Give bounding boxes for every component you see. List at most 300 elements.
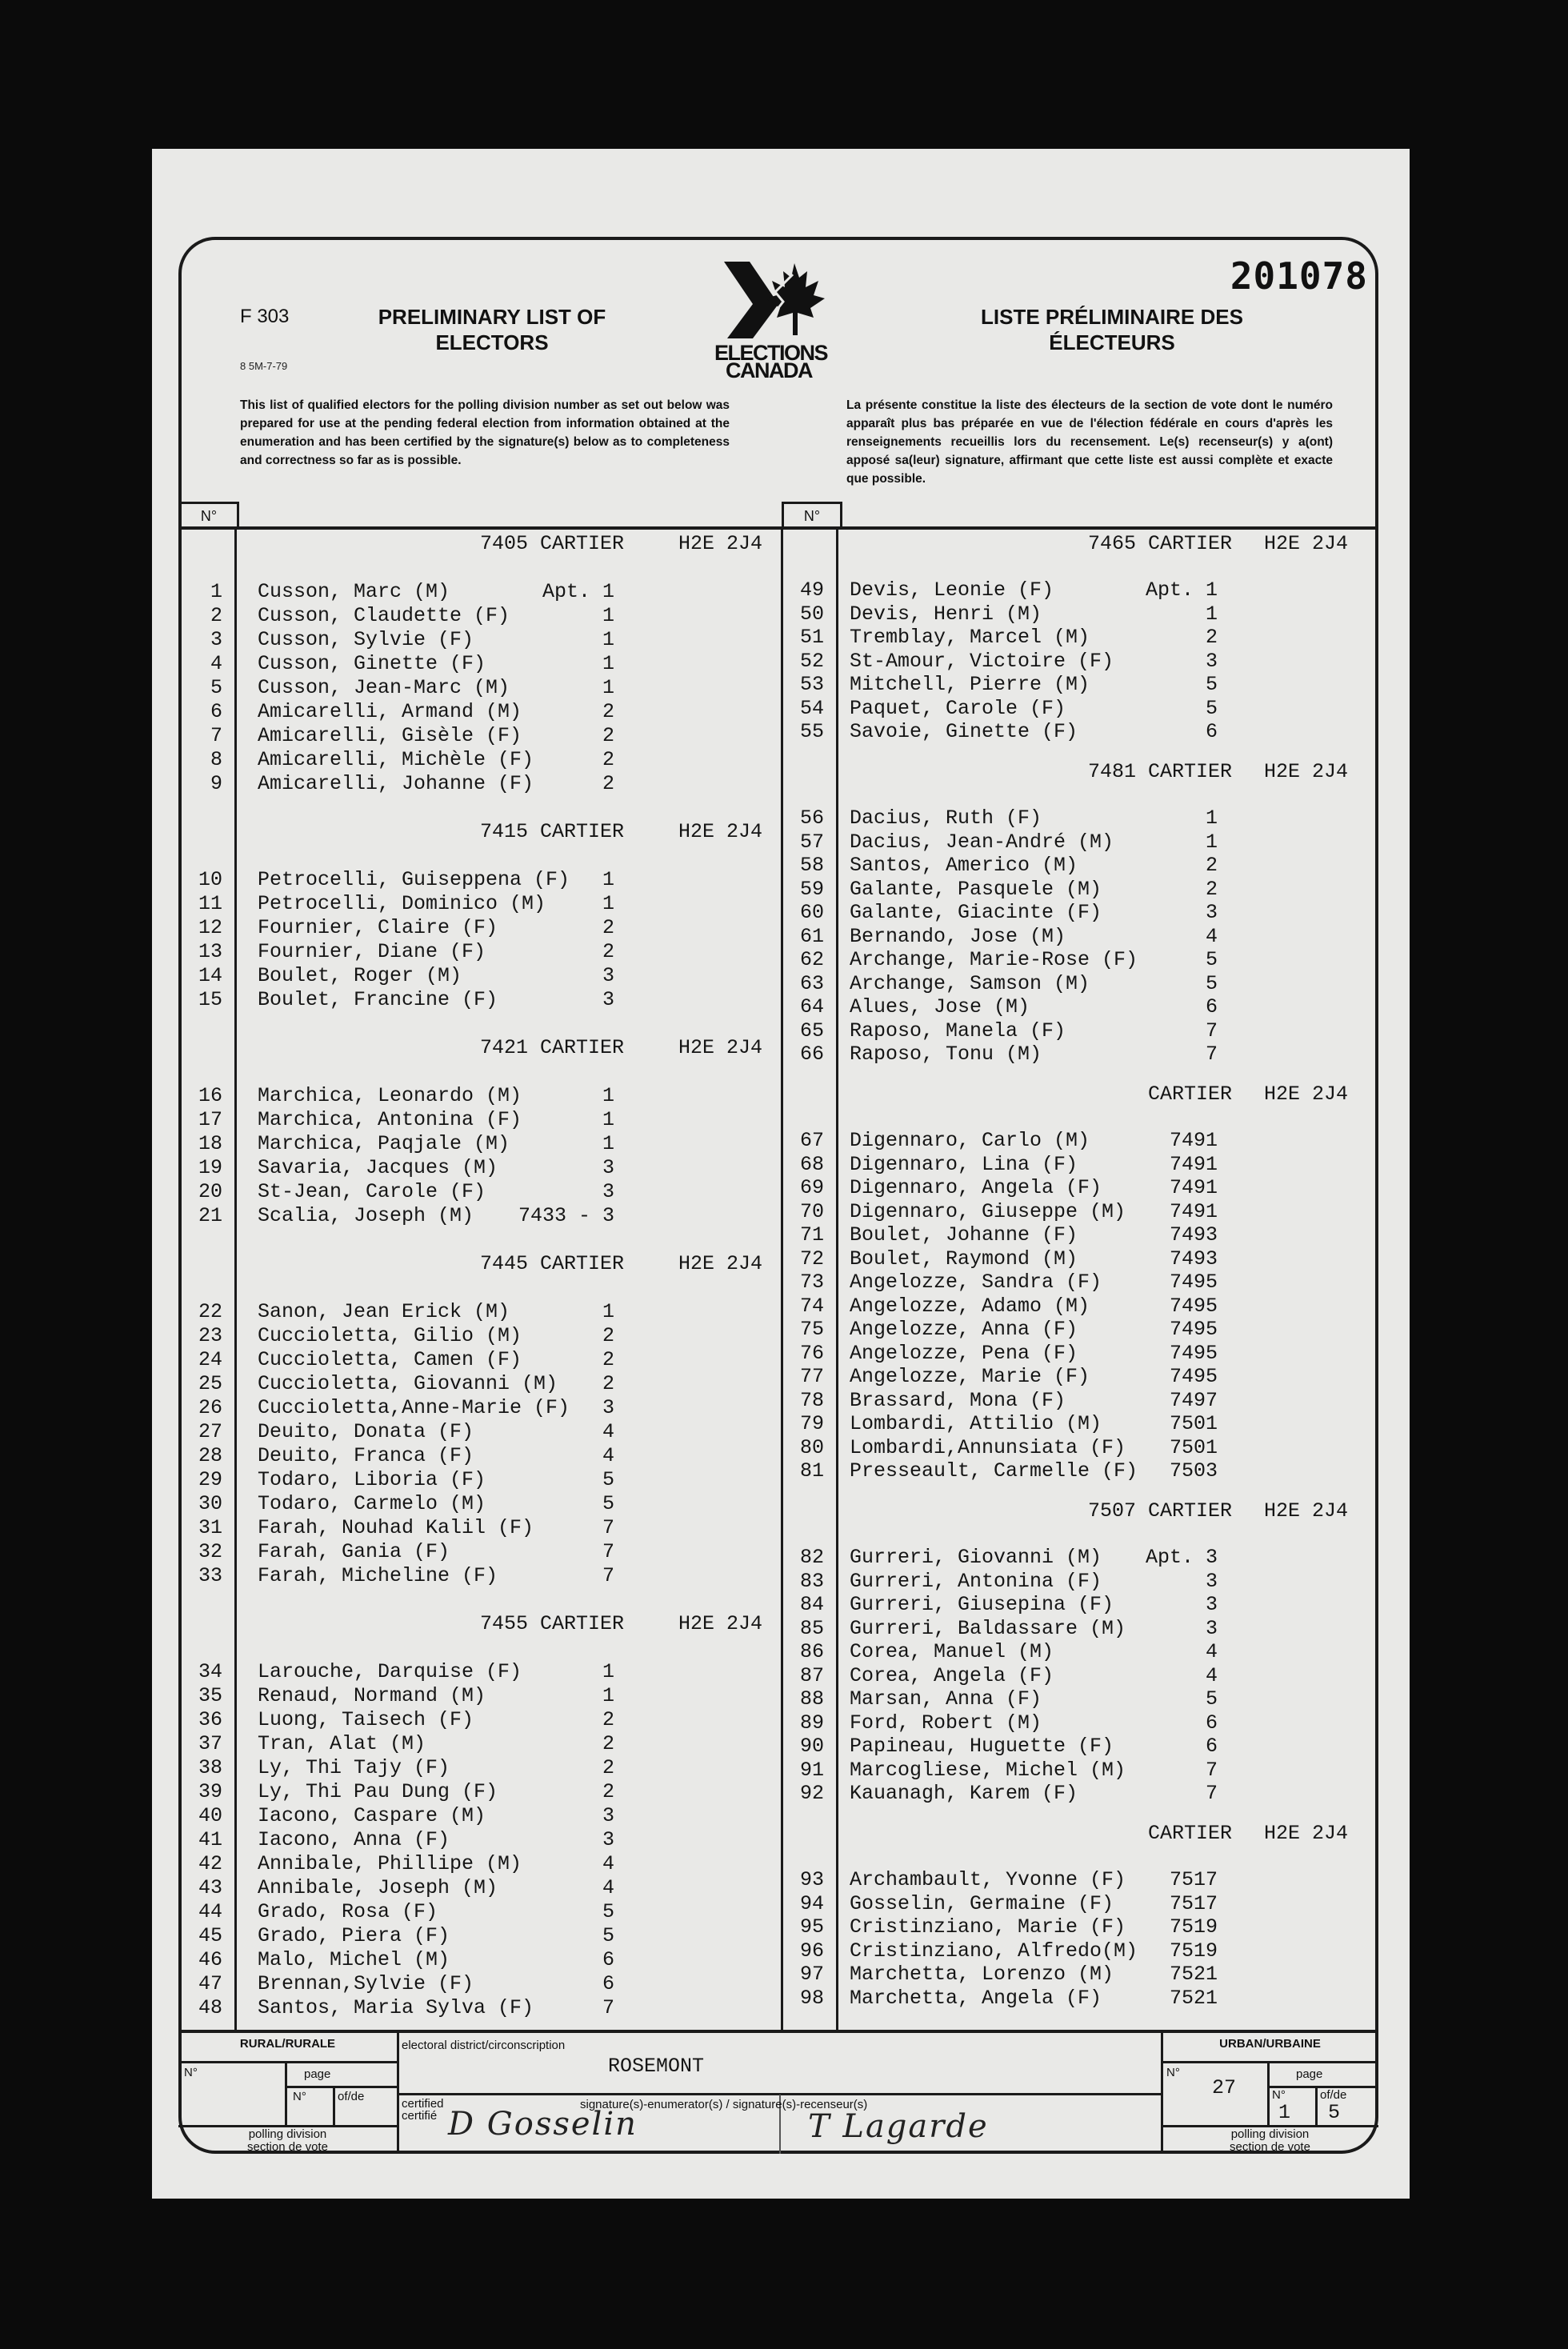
- elector-unit: 7493: [1169, 1247, 1218, 1271]
- elector-number: 18: [198, 1132, 222, 1155]
- elector-number: 51: [799, 626, 824, 649]
- elector-number: 61: [799, 924, 824, 948]
- elector-number: 78: [799, 1388, 824, 1412]
- elector-unit: 2: [602, 772, 614, 795]
- elector-name: Devis, Leonie (F): [850, 578, 1054, 602]
- elector-unit: 2: [602, 1756, 614, 1779]
- urban-page-of-label: of/de: [1320, 2088, 1347, 2102]
- elector-number: 26: [198, 1396, 222, 1419]
- elector-name: Petrocelli, Dominico (M): [258, 892, 546, 915]
- elector-unit: 4: [602, 1852, 614, 1875]
- elector-name: Raposo, Tonu (M): [850, 1042, 1042, 1066]
- rural-page-no-label: N°: [293, 2090, 306, 2103]
- elector-unit: 1: [602, 676, 614, 699]
- elector-unit: 1: [602, 868, 614, 891]
- elector-number: 82: [799, 1546, 824, 1569]
- elector-unit: 7: [1205, 1018, 1218, 1042]
- footer-top-rule: [178, 2030, 1378, 2033]
- elector-name: Ford, Robert (M): [850, 1711, 1042, 1735]
- elector-name: Angelozze, Sandra (F): [850, 1271, 1102, 1294]
- elector-name: Amicarelli, Johanne (F): [258, 772, 534, 795]
- elector-number: 80: [799, 1435, 824, 1459]
- postal-code: H2E 2J4: [678, 532, 763, 555]
- elector-number: 1: [210, 580, 222, 603]
- elector-name: Cusson, Marc (M): [258, 580, 450, 603]
- elector-name: Kauanagh, Karem (F): [850, 1782, 1078, 1805]
- elector-unit: 3: [602, 988, 614, 1011]
- elector-unit: 7: [602, 1564, 614, 1587]
- elector-unit: 4: [602, 1420, 614, 1443]
- elector-unit: 7: [1205, 1042, 1218, 1066]
- elector-unit: 3: [602, 1828, 614, 1851]
- elector-number: 45: [198, 1924, 222, 1947]
- elector-unit: 5: [1205, 948, 1218, 971]
- elector-name: Gurreri, Antonina (F): [850, 1569, 1102, 1593]
- elector-name: Cristinziano, Marie (F): [850, 1915, 1126, 1939]
- elector-number: 98: [799, 1986, 824, 2010]
- x-maple-leaf-icon: [716, 260, 860, 340]
- elector-name: Brassard, Mona (F): [850, 1388, 1066, 1412]
- elector-unit: 7: [602, 1996, 614, 2019]
- postal-code: H2E 2J4: [678, 820, 763, 843]
- elector-unit: 6: [1205, 1711, 1218, 1735]
- elector-unit: 4: [1205, 924, 1218, 948]
- elector-number: 29: [198, 1468, 222, 1491]
- elector-name: Amicarelli, Gisèle (F): [258, 724, 522, 747]
- elector-number: 52: [799, 649, 824, 673]
- elector-name: Digennaro, Giuseppe (M): [850, 1199, 1126, 1223]
- elector-number: 13: [198, 940, 222, 963]
- elector-unit: 3: [602, 1180, 614, 1203]
- elector-unit: 7519: [1169, 1939, 1218, 1963]
- elector-unit: 7495: [1169, 1271, 1218, 1294]
- page-total: 5: [1328, 2101, 1341, 2124]
- elector-number: 17: [198, 1108, 222, 1131]
- elector-name: Tremblay, Marcel (M): [850, 626, 1090, 649]
- postal-code: H2E 2J4: [678, 1612, 763, 1635]
- elector-unit: 2: [602, 1324, 614, 1347]
- elector-unit: 5: [602, 1492, 614, 1515]
- elector-name: Cusson, Jean-Marc (M): [258, 676, 510, 699]
- district-label: electoral district/circonscription: [402, 2039, 566, 2052]
- elector-unit: 3: [1205, 1616, 1218, 1640]
- elector-number: 28: [198, 1444, 222, 1467]
- elector-number: 85: [799, 1616, 824, 1640]
- elector-unit: 1: [602, 604, 614, 627]
- elector-name: Lombardi, Attilio (M): [850, 1412, 1102, 1435]
- elector-unit: 1: [602, 628, 614, 651]
- elector-name: Archambault, Yvonne (F): [850, 1868, 1126, 1891]
- footer-rural-rule: [178, 2061, 398, 2063]
- elector-number: 22: [198, 1300, 222, 1323]
- elector-unit: 5: [1205, 971, 1218, 995]
- rural-no-label: N°: [184, 2066, 198, 2079]
- elector-unit: 6: [602, 1948, 614, 1971]
- elector-name: Todaro, Liboria (F): [258, 1468, 486, 1491]
- elector-name: Cusson, Ginette (F): [258, 652, 486, 675]
- elector-number: 59: [799, 877, 824, 901]
- elector-name: Larouche, Darquise (F): [258, 1660, 522, 1683]
- elector-name: Iacono, Caspare (M): [258, 1804, 486, 1827]
- elector-name: Angelozze, Anna (F): [850, 1318, 1078, 1341]
- postal-code: H2E 2J4: [1264, 532, 1349, 555]
- elector-number: 97: [799, 1963, 824, 1986]
- elector-number: 33: [198, 1564, 222, 1587]
- intro-english: This list of qualified electors for the polling division number as set out below was prepared for use at the pending federal election from information obtained at the enumeration and has been certified by the signature(s) below as to completeness and correctness so far as is possible.: [240, 398, 730, 467]
- elector-unit: 7: [1205, 1782, 1218, 1805]
- list-top-rule: [178, 526, 1378, 530]
- elector-name: Lombardi,Annunsiata (F): [850, 1435, 1126, 1459]
- elector-name: Galante, Giacinte (F): [850, 901, 1102, 924]
- elector-unit: 7: [1205, 1758, 1218, 1782]
- elector-unit: 6: [1205, 720, 1218, 743]
- elector-name: Cristinziano, Alfredo(M): [850, 1939, 1138, 1963]
- elector-number: 23: [198, 1324, 222, 1347]
- elector-name: Petrocelli, Guiseppena (F): [258, 868, 570, 891]
- elector-number: 53: [799, 673, 824, 696]
- elector-unit: 7495: [1169, 1294, 1218, 1318]
- certified-fr: certifié: [402, 2109, 438, 2123]
- elector-unit: 7497: [1169, 1388, 1218, 1412]
- elector-number: 93: [799, 1868, 824, 1891]
- elector-number: 40: [198, 1804, 222, 1827]
- elector-number: 57: [799, 830, 824, 854]
- elector-name: Cuccioletta, Camen (F): [258, 1348, 522, 1371]
- elector-number: 50: [799, 602, 824, 626]
- elector-number: 36: [198, 1708, 222, 1731]
- elector-unit: 5: [602, 1900, 614, 1923]
- elector-name: Cuccioletta,Anne-Marie (F): [258, 1396, 570, 1419]
- elector-unit: 4: [1205, 1663, 1218, 1687]
- elector-number: 35: [198, 1684, 222, 1707]
- elector-number: 32: [198, 1540, 222, 1563]
- elector-name: Cusson, Sylvie (F): [258, 628, 474, 651]
- elector-unit: 3: [602, 964, 614, 987]
- right-no-header: N°: [782, 502, 842, 528]
- elector-unit: 1: [602, 1084, 614, 1107]
- elector-name: Iacono, Anna (F): [258, 1828, 450, 1851]
- elector-unit: 2: [602, 1348, 614, 1371]
- elector-number: 63: [799, 971, 824, 995]
- elector-name: Dacius, Jean-André (M): [850, 830, 1114, 854]
- elector-number: 95: [799, 1915, 824, 1939]
- footer-urban-rule: [1162, 2061, 1378, 2063]
- elector-number: 89: [799, 1711, 824, 1735]
- elector-unit: 6: [1205, 1735, 1218, 1758]
- elections-canada-logo: [716, 260, 860, 380]
- page-number: 1: [1278, 2101, 1291, 2124]
- elector-unit: Apt. 1: [1145, 578, 1218, 602]
- elector-number: 25: [198, 1372, 222, 1395]
- elector-name: Angelozze, Marie (F): [850, 1365, 1090, 1388]
- elector-number: 37: [198, 1732, 222, 1755]
- elector-number: 81: [799, 1459, 824, 1483]
- urban-page-no-label: N°: [1272, 2088, 1286, 2102]
- elector-unit: 2: [602, 724, 614, 747]
- elector-number: 2: [210, 604, 222, 627]
- elector-number: 30: [198, 1492, 222, 1515]
- rural-page-rule: [285, 2086, 398, 2088]
- form-number: F 303: [240, 306, 290, 327]
- elector-number: 60: [799, 901, 824, 924]
- elector-name: Mitchell, Pierre (M): [850, 673, 1090, 696]
- elector-name: Marchica, Leonardo (M): [258, 1084, 522, 1107]
- elector-name: Deuito, Franca (F): [258, 1444, 474, 1467]
- elector-name: Galante, Pasquele (M): [850, 877, 1102, 901]
- logo-wordmark: [714, 341, 860, 382]
- elector-name: Boulet, Francine (F): [258, 988, 498, 1011]
- elector-number: 15: [198, 988, 222, 1011]
- elector-name: Cusson, Claudette (F): [258, 604, 510, 627]
- elector-number: 92: [799, 1782, 824, 1805]
- elector-unit: 2: [602, 1732, 614, 1755]
- address-header: CARTIER: [1147, 1082, 1232, 1106]
- elector-unit: 2: [1205, 854, 1218, 877]
- elector-unit: 5: [602, 1468, 614, 1491]
- elector-name: Papineau, Huguette (F): [850, 1735, 1114, 1758]
- elector-name: Angelozze, Adamo (M): [850, 1294, 1090, 1318]
- address-header: 7421 CARTIER: [479, 1036, 624, 1059]
- elector-number: 79: [799, 1412, 824, 1435]
- elector-unit: 2: [602, 1708, 614, 1731]
- elector-name: Dacius, Ruth (F): [850, 806, 1042, 830]
- elector-name: Boulet, Raymond (M): [850, 1247, 1078, 1271]
- elector-unit: 3: [602, 1396, 614, 1419]
- elector-number: 91: [799, 1758, 824, 1782]
- elector-unit: 7491: [1169, 1152, 1218, 1176]
- elector-unit: 7491: [1169, 1199, 1218, 1223]
- elector-unit: 7521: [1169, 1986, 1218, 2010]
- elector-unit: 5: [1205, 1687, 1218, 1711]
- elector-number: 96: [799, 1939, 824, 1963]
- elector-number: 6: [210, 700, 222, 723]
- elector-name: Farah, Gania (F): [258, 1540, 450, 1563]
- elector-number: 38: [198, 1756, 222, 1779]
- elector-number: 10: [198, 868, 222, 891]
- enumerator-signature-2: T Lagarde: [808, 2108, 989, 2145]
- certified-label: [402, 2098, 444, 2122]
- elector-unit: 7: [602, 1516, 614, 1539]
- elector-name: Brennan,Sylvie (F): [258, 1972, 474, 1995]
- elector-name: Digennaro, Lina (F): [850, 1152, 1078, 1176]
- elector-name: Angelozze, Pena (F): [850, 1341, 1078, 1365]
- elector-number: 55: [799, 720, 824, 743]
- elector-name: Marsan, Anna (F): [850, 1687, 1042, 1711]
- polling-division-en: polling division: [1230, 2127, 1310, 2141]
- postal-code: H2E 2J4: [1264, 760, 1349, 783]
- elector-name: Marchetta, Angela (F): [850, 1986, 1102, 2010]
- elector-number: 77: [799, 1365, 824, 1388]
- elector-number: 24: [198, 1348, 222, 1371]
- urban-polling-division: [1162, 2128, 1378, 2154]
- elector-number: 56: [799, 806, 824, 830]
- address-header: 7405 CARTIER: [479, 532, 624, 555]
- elector-name: Annibale, Joseph (M): [258, 1876, 498, 1899]
- elector-name: Gosselin, Germaine (F): [850, 1891, 1114, 1915]
- left-no-header: N°: [178, 502, 239, 528]
- intro-french: La présente constitue la liste des électeurs de la section de vote dont le numéro apparaît plus bas préparée en vue de l'élection fédérale en cours d'après les renseignements recueillis lors du recensement. Le(s) recenseur(s) y a(ont) apposé sa(leur) signature, affirmant que cette liste est aussi complète et exacte que possible.: [846, 398, 1333, 486]
- elector-name: Alues, Jose (M): [850, 995, 1030, 1018]
- elector-name: Renaud, Normand (M): [258, 1684, 486, 1707]
- elector-name: Boulet, Roger (M): [258, 964, 462, 987]
- urban-no-divider: [1267, 2062, 1270, 2126]
- elector-number: 46: [198, 1948, 222, 1971]
- elector-number: 65: [799, 1018, 824, 1042]
- elector-number: 8: [210, 748, 222, 771]
- title-french: [936, 304, 1288, 355]
- elector-name: Fournier, Claire (F): [258, 916, 498, 939]
- elector-number: 58: [799, 854, 824, 877]
- elector-name: Marchica, Antonina (F): [258, 1108, 522, 1131]
- elector-name: Santos, Americo (M): [850, 854, 1078, 877]
- elector-unit: Apt. 3: [1145, 1546, 1218, 1569]
- elector-number: 11: [198, 892, 222, 915]
- urban-polling-number: 27: [1212, 2076, 1237, 2099]
- elector-unit: 7519: [1169, 1915, 1218, 1939]
- elector-unit: 1: [602, 1132, 614, 1155]
- elector-unit: 1: [1205, 602, 1218, 626]
- elector-number: 3: [210, 628, 222, 651]
- elector-unit: 7501: [1169, 1435, 1218, 1459]
- elector-number: 4: [210, 652, 222, 675]
- title-english-line1: PRELIMINARY LIST OF: [378, 305, 606, 329]
- elector-number: 41: [198, 1828, 222, 1851]
- rural-page-of-label: of/de: [338, 2090, 365, 2103]
- address-header: 7481 CARTIER: [1087, 760, 1232, 783]
- elector-name: Farah, Nouhad Kalil (F): [258, 1516, 534, 1539]
- elector-name: Fournier, Diane (F): [258, 940, 486, 963]
- elector-name: Boulet, Johanne (F): [850, 1223, 1078, 1247]
- urban-no-label: N°: [1166, 2066, 1180, 2079]
- elector-name: Raposo, Manela (F): [850, 1018, 1066, 1042]
- elector-number: 83: [799, 1569, 824, 1593]
- elector-number: 21: [198, 1204, 222, 1227]
- title-french-line1: LISTE PRÉLIMINAIRE DES: [981, 305, 1243, 329]
- elector-number: 64: [799, 995, 824, 1018]
- elector-number: 90: [799, 1735, 824, 1758]
- elector-unit: 2: [602, 916, 614, 939]
- elector-number: 7: [210, 724, 222, 747]
- logo-text-elections: ELECTIONS: [714, 341, 828, 365]
- elector-name: Cuccioletta, Gilio (M): [258, 1324, 522, 1347]
- elector-unit: 1: [1205, 806, 1218, 830]
- signature-label: signature(s)-enumerator(s) / signature(s)-recenseur(s): [580, 2098, 868, 2111]
- elector-name: Farah, Micheline (F): [258, 1564, 498, 1587]
- elector-unit: Apt. 1: [542, 580, 614, 603]
- elector-unit: 6: [1205, 995, 1218, 1018]
- address-header: 7415 CARTIER: [479, 820, 624, 843]
- elector-name: Tran, Alat (M): [258, 1732, 426, 1755]
- elector-name: Marchica, Paqjale (M): [258, 1132, 510, 1155]
- elector-unit: 2: [602, 700, 614, 723]
- elector-unit: 6: [602, 1972, 614, 1995]
- elector-number: 74: [799, 1294, 824, 1318]
- elector-unit: 7521: [1169, 1963, 1218, 1986]
- elector-number: 62: [799, 948, 824, 971]
- elector-name: Archange, Samson (M): [850, 971, 1090, 995]
- elector-unit: 2: [602, 1372, 614, 1395]
- elector-name: Savoie, Ginette (F): [850, 720, 1078, 743]
- elector-unit: 5: [1205, 673, 1218, 696]
- serial-number: 201078: [1230, 254, 1368, 298]
- elector-unit: 3: [1205, 649, 1218, 673]
- elector-name: Devis, Henri (M): [850, 602, 1042, 626]
- elector-number: 73: [799, 1271, 824, 1294]
- elector-unit: 7503: [1169, 1459, 1218, 1483]
- elector-unit: 1: [602, 892, 614, 915]
- title-french-line2: ÉLECTEURS: [1049, 330, 1175, 354]
- elector-unit: 7: [602, 1540, 614, 1563]
- elector-unit: 1: [602, 1660, 614, 1683]
- elector-number: 54: [799, 696, 824, 720]
- elector-number: 68: [799, 1152, 824, 1176]
- logo-text-canada: CANADA: [726, 358, 812, 382]
- rural-label: RURAL/RURALE: [239, 2037, 336, 2051]
- polling-division-fr: section de vote: [1230, 2140, 1310, 2154]
- title-english: [336, 304, 648, 355]
- rural-polling-division: [178, 2128, 397, 2154]
- elector-name: Bernando, Jose (M): [850, 924, 1066, 948]
- elector-unit: 3: [602, 1804, 614, 1827]
- elector-name: Ly, Thi Pau Dung (F): [258, 1780, 498, 1803]
- elector-unit: 7495: [1169, 1318, 1218, 1341]
- elector-name: Luong, Taisech (F): [258, 1708, 474, 1731]
- elector-number: 70: [799, 1199, 824, 1223]
- elector-name: Gurreri, Giusepina (F): [850, 1593, 1114, 1616]
- elector-number: 27: [198, 1420, 222, 1443]
- address-header: CARTIER: [1147, 1822, 1232, 1845]
- elector-unit: 7491: [1169, 1176, 1218, 1199]
- elector-unit: 3: [1205, 1569, 1218, 1593]
- elector-unit: 3: [1205, 901, 1218, 924]
- elector-name: Corea, Angela (F): [850, 1663, 1054, 1687]
- elector-unit: 2: [1205, 626, 1218, 649]
- elector-number: 34: [198, 1660, 222, 1683]
- elector-unit: 1: [1205, 830, 1218, 854]
- postal-code: H2E 2J4: [1264, 1082, 1349, 1106]
- address-header: 7455 CARTIER: [479, 1612, 624, 1635]
- elector-number: 71: [799, 1223, 824, 1247]
- form-edition: 8 5M-7-79: [240, 360, 288, 372]
- rural-no-divider: [285, 2062, 287, 2126]
- right-number-divider: [836, 528, 838, 2032]
- elector-number: 39: [198, 1780, 222, 1803]
- elector-unit: 7501: [1169, 1412, 1218, 1435]
- urban-page-divider: [1315, 2086, 1318, 2126]
- elector-name: St-Amour, Victoire (F): [850, 649, 1114, 673]
- elector-unit: 5: [1205, 696, 1218, 720]
- elector-unit: 2: [1205, 877, 1218, 901]
- urban-label: URBAN/URBAINE: [1219, 2037, 1321, 2051]
- elector-number: 49: [799, 578, 824, 602]
- elector-name: Paquet, Carole (F): [850, 696, 1066, 720]
- urban-page-label: page: [1296, 2067, 1323, 2081]
- title-english-line2: ELECTORS: [435, 330, 549, 354]
- center-divider: [781, 528, 783, 2032]
- elector-name: Deuito, Donata (F): [258, 1420, 474, 1443]
- elector-name: Santos, Maria Sylva (F): [258, 1996, 534, 2019]
- district-value: ROSEMONT: [608, 2055, 705, 2078]
- elector-unit: 2: [602, 940, 614, 963]
- elector-number: 5: [210, 676, 222, 699]
- elector-unit: 1: [602, 1684, 614, 1707]
- elector-name: Malo, Michel (M): [258, 1948, 450, 1971]
- postal-code: H2E 2J4: [678, 1036, 763, 1059]
- elector-unit: 2: [602, 1780, 614, 1803]
- polling-division-fr: section de vote: [247, 2140, 328, 2154]
- elector-name: Gurreri, Giovanni (M): [850, 1546, 1102, 1569]
- elector-unit: 1: [602, 1300, 614, 1323]
